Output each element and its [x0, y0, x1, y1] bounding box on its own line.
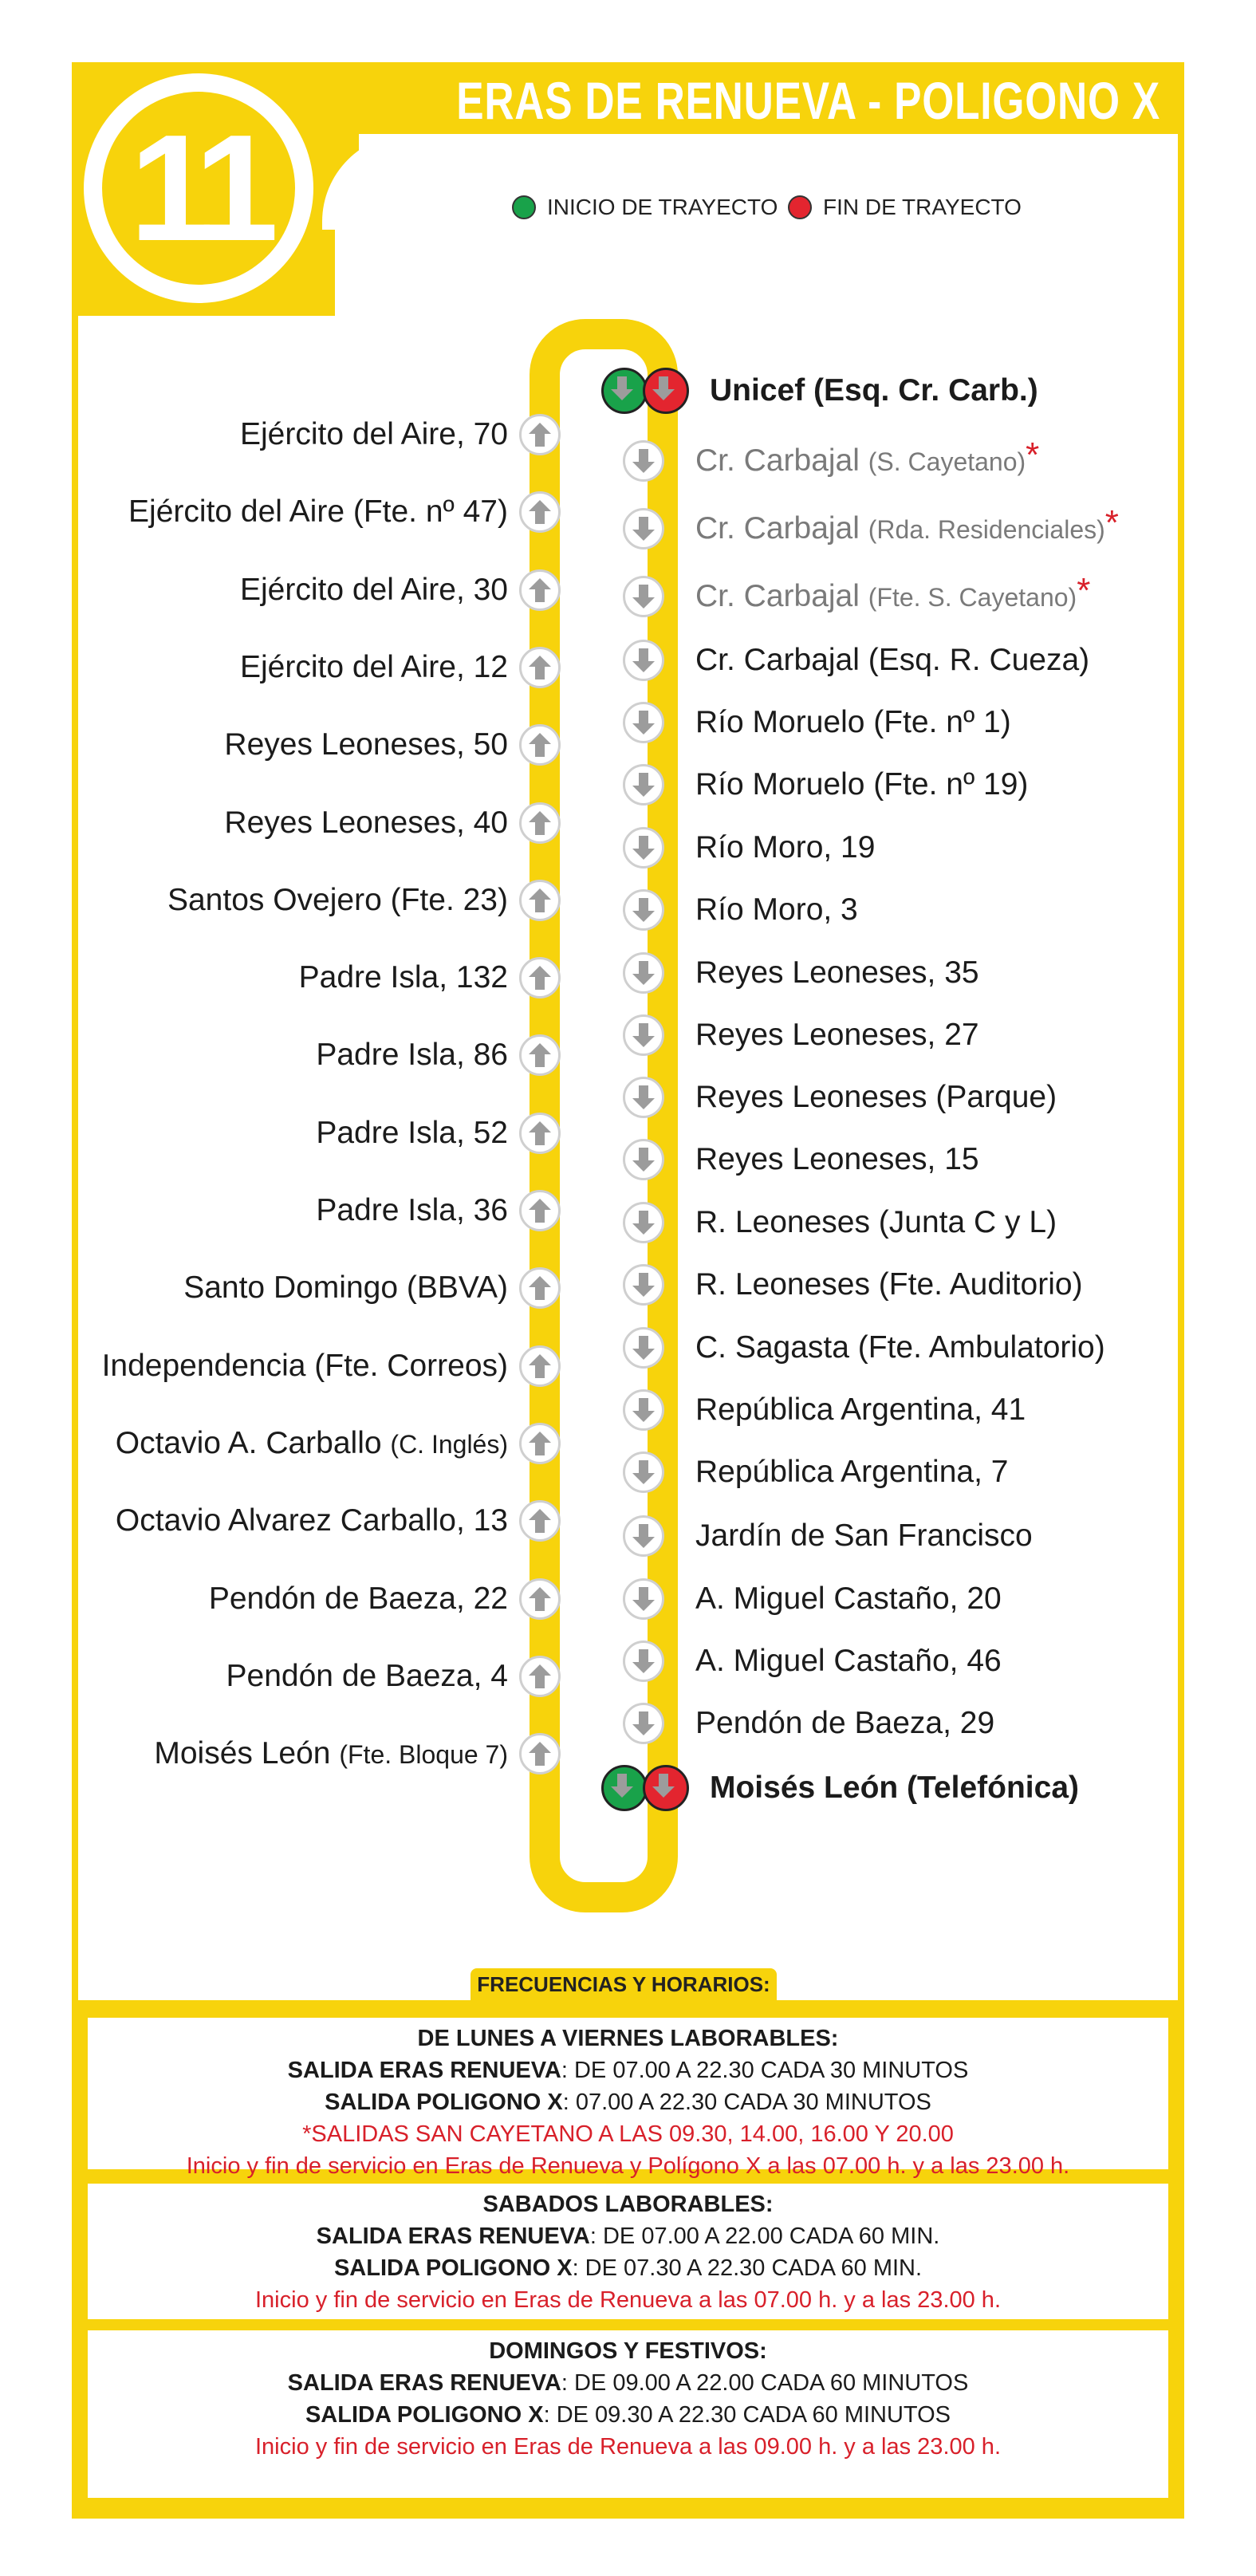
schedule-block: [88, 2184, 1168, 2319]
route-title: ERAS DE RENUEVA - POLIGONO X: [456, 71, 1161, 130]
stop-left: [316, 1113, 508, 1153]
stop-name: A. Miguel Castaño, 46: [695, 1644, 1002, 1678]
schedule-block: [88, 2018, 1168, 2179]
stop-left: [240, 570, 508, 610]
up-arrow-icon: [519, 1267, 561, 1309]
stop-right: [695, 1203, 1057, 1243]
stop-name: Río Moruelo (Fte. nº 19): [695, 767, 1029, 802]
up-arrow-icon: [519, 491, 561, 533]
schedule-line-label: SALIDA ERAS RENUEVA: [316, 2223, 590, 2249]
stop-name: Padre Isla, 86: [316, 1038, 508, 1073]
stop-right: [695, 1077, 1057, 1117]
stop-right: [695, 1641, 1002, 1681]
stop-name: Reyes Leoneses, 15: [695, 1142, 979, 1176]
stop-name: Cr. Carbajal: [695, 511, 868, 546]
stop-name: Ejército del Aire, 12: [239, 649, 508, 684]
stop-detail: (Fte. S. Cayetano): [868, 583, 1077, 612]
stop-detail: (C. Inglés): [390, 1429, 508, 1459]
stop-left: [167, 880, 508, 920]
stop-left: [183, 1268, 508, 1308]
down-arrow-icon: [623, 440, 664, 482]
schedule-block: [88, 2330, 1168, 2498]
legend-end-label: FIN DE TRAYECTO: [823, 195, 1022, 219]
stop-name: Jardín de San Francisco: [695, 1518, 1033, 1553]
down-arrow-icon: [623, 1264, 664, 1306]
schedule-line-text: : 07.00 A 22.30 CADA 30 MINUTOS: [562, 2090, 931, 2115]
stop-name: Ejército del Aire, 70: [239, 417, 508, 451]
schedule-line-label: SALIDA ERAS RENUEVA: [287, 2370, 561, 2396]
stop-right: [695, 1015, 979, 1055]
up-arrow-icon: [519, 802, 561, 844]
stop-name: Ejército del Aire, 30: [239, 572, 508, 607]
stop-right: [695, 703, 1011, 742]
stop-right: [695, 1390, 1026, 1430]
stop-right: [695, 435, 1040, 481]
stop-left: [316, 1191, 508, 1231]
stop-name: Moisés León: [154, 1736, 340, 1771]
stop-name: R. Leoneses (Fte. Auditorio): [695, 1267, 1083, 1302]
start-marker-icon: [601, 1765, 648, 1811]
up-arrow-icon: [519, 1113, 561, 1154]
up-arrow-icon: [519, 647, 561, 688]
stop-name: Reyes Leoneses, 35: [695, 955, 979, 990]
up-arrow-icon: [519, 1345, 561, 1387]
stop-name: Unicef (Esq. Cr. Carb.): [710, 373, 1038, 408]
schedule-line-label: SALIDA ERAS RENUEVA: [287, 2058, 561, 2083]
stop-left: [240, 648, 508, 687]
stop-left: [224, 725, 508, 765]
up-arrow-icon: [519, 1423, 561, 1464]
stop-name: República Argentina, 41: [695, 1392, 1026, 1427]
down-arrow-icon: [623, 640, 664, 681]
schedule-heading: DE LUNES A VIERNES LABORABLES:: [417, 2026, 839, 2051]
stop-star: *: [1077, 571, 1091, 610]
up-arrow-icon: [519, 569, 561, 611]
stop-left: [116, 1501, 508, 1541]
schedule-line-label: SALIDA POLIGONO X: [333, 2255, 573, 2281]
end-marker-icon: [643, 1765, 689, 1811]
stop-left: [116, 1424, 508, 1463]
schedule-heading: DOMINGOS Y FESTIVOS:: [489, 2338, 767, 2364]
down-arrow-icon: [623, 508, 664, 549]
up-arrow-icon: [519, 957, 561, 998]
stop-name: Río Moro, 3: [695, 892, 858, 927]
stop-name: Santo Domingo (BBVA): [183, 1270, 508, 1306]
down-arrow-icon: [623, 764, 664, 805]
stop-left: [240, 415, 508, 455]
legend-end: [788, 191, 1022, 223]
stop-right: [710, 371, 1038, 411]
schedule-line-text: *SALIDAS SAN CAYETANO A LAS 09.30, 14.00, 16.00 Y 20.00: [302, 2121, 954, 2147]
stop-name: Reyes Leoneses, 27: [695, 1018, 979, 1052]
down-arrow-icon: [623, 702, 664, 743]
stop-right: [695, 1579, 1002, 1619]
stop-detail: (Fte. Bloque 7): [339, 1740, 508, 1770]
down-arrow-icon: [623, 1202, 664, 1243]
down-arrow-icon: [623, 1578, 664, 1620]
down-arrow-icon: [623, 1703, 664, 1744]
schedule-line: [88, 2399, 1168, 2431]
schedule-line: [88, 2220, 1168, 2252]
stop-name: Santos Ovejero (Fte. 23): [167, 882, 508, 917]
up-arrow-icon: [519, 880, 561, 921]
schedule-line-label: SALIDA POLIGONO X: [305, 2402, 544, 2428]
stop-name: Octavio A. Carballo: [115, 1425, 391, 1460]
up-arrow-icon: [519, 1034, 561, 1076]
stop-left: [299, 958, 508, 998]
stop-name: Padre Isla, 132: [298, 960, 508, 995]
stop-name: Ejército del Aire (Fte. nº 47): [128, 494, 508, 530]
down-arrow-icon: [623, 1389, 664, 1431]
stop-right: [695, 828, 875, 868]
stop-left: [224, 803, 508, 843]
stop-right: [695, 1265, 1083, 1305]
stop-right: [695, 503, 1119, 549]
stop-name: Cr. Carbajal (Esq. R. Cueza): [695, 643, 1090, 677]
schedule-heading: SABADOS LABORABLES:: [482, 2192, 774, 2217]
up-arrow-icon: [519, 1578, 561, 1620]
stop-name: A. Miguel Castaño, 20: [695, 1581, 1002, 1616]
schedule-line-label: SALIDA POLIGONO X: [325, 2090, 563, 2115]
stop-name: Independencia (Fte. Correos): [101, 1348, 508, 1383]
stop-left: [226, 1656, 508, 1696]
stop-name: Reyes Leoneses, 40: [224, 805, 508, 840]
line-number: 11: [102, 92, 295, 285]
stop-right: [695, 1704, 994, 1743]
stop-right: [695, 765, 1028, 805]
down-arrow-icon: [623, 1641, 664, 1682]
stop-name: C. Sagasta (Fte. Ambulatorio): [695, 1330, 1105, 1365]
end-dot-icon: [788, 195, 812, 219]
schedule-line-text: Inicio y fin de servicio en Eras de Renueva a las 07.00 h. y a las 23.00 h.: [255, 2287, 1001, 2313]
stop-name: Octavio Alvarez Carballo, 13: [115, 1503, 508, 1538]
schedule-line-text: : DE 07.00 A 22.30 CADA 30 MINUTOS: [561, 2058, 969, 2083]
stop-name: Cr. Carbajal: [695, 443, 868, 478]
stop-name: República Argentina, 7: [695, 1455, 1009, 1489]
schedule-line-text: : DE 09.30 A 22.30 CADA 60 MINUTOS: [543, 2402, 951, 2428]
stop-star: *: [1026, 435, 1040, 475]
up-arrow-icon: [519, 1500, 561, 1542]
stop-right: [695, 1452, 1008, 1492]
stop-name: Padre Isla, 52: [316, 1115, 508, 1150]
stop-name: Cr. Carbajal: [695, 579, 868, 613]
down-arrow-icon: [623, 576, 664, 617]
schedule-line: [88, 2150, 1168, 2182]
stop-name: Pendón de Baeza, 29: [695, 1706, 995, 1740]
stop-left: [128, 492, 508, 532]
stop-name: Reyes Leoneses, 50: [224, 727, 508, 762]
up-arrow-icon: [519, 724, 561, 766]
schedule-line: [88, 2284, 1168, 2316]
stop-right: [695, 1140, 979, 1180]
stop-left: [316, 1035, 508, 1075]
stop-right: [695, 640, 1089, 680]
schedule-line-text: Inicio y fin de servicio en Eras de Renueva y Polígono X a las 07.00 h. y a las 23.00 h.: [186, 2153, 1070, 2179]
schedule-line-text: : DE 07.30 A 22.30 CADA 60 MIN.: [572, 2255, 923, 2281]
schedule-line: [88, 2054, 1168, 2086]
stop-name: R. Leoneses (Junta C y L): [695, 1205, 1057, 1239]
schedule-tag: FRECUENCIAS Y HORARIOS:: [471, 1968, 777, 2000]
stop-left: [209, 1579, 508, 1619]
stop-right: [695, 1328, 1105, 1368]
stop-left: [154, 1734, 508, 1774]
down-arrow-icon: [623, 1077, 664, 1118]
schedule-line: [88, 2252, 1168, 2284]
down-arrow-icon: [623, 1515, 664, 1557]
up-arrow-icon: [519, 1733, 561, 1774]
stop-right: [710, 1768, 1079, 1808]
stop-detail: (S. Cayetano): [868, 447, 1026, 476]
stop-right: [695, 890, 858, 930]
down-arrow-icon: [623, 1451, 664, 1493]
stop-name: Moisés León (Telefónica): [710, 1771, 1080, 1805]
stop-right: [695, 571, 1091, 616]
stop-right: [695, 953, 979, 993]
schedule-line: [88, 2431, 1168, 2463]
down-arrow-icon: [623, 1327, 664, 1369]
stop-name: Reyes Leoneses (Parque): [695, 1080, 1057, 1114]
schedule-line: [88, 2118, 1168, 2150]
stop-name: Pendón de Baeza, 22: [208, 1581, 508, 1616]
down-arrow-icon: [623, 827, 664, 869]
stop-right: [695, 1516, 1033, 1556]
start-marker-icon: [601, 368, 648, 414]
stop-star: *: [1104, 503, 1119, 542]
schedule-line-text: : DE 07.00 A 22.00 CADA 60 MIN.: [589, 2223, 940, 2249]
stop-name: Río Moruelo (Fte. nº 1): [695, 705, 1011, 739]
legend-start-label: INICIO DE TRAYECTO: [547, 195, 778, 219]
stop-name: Río Moro, 19: [695, 830, 876, 865]
stop-name: Padre Isla, 36: [316, 1193, 508, 1227]
schedule-line-text: Inicio y fin de servicio en Eras de Renueva a las 09.00 h. y a las 23.00 h.: [255, 2434, 1001, 2460]
down-arrow-icon: [623, 1139, 664, 1180]
stop-left: [102, 1346, 508, 1386]
up-arrow-icon: [519, 1656, 561, 1697]
schedule-line-text: : DE 09.00 A 22.00 CADA 60 MINUTOS: [561, 2370, 969, 2396]
stop-detail: (Rda. Residenciales): [868, 515, 1105, 544]
legend-start: [512, 191, 778, 223]
down-arrow-icon: [623, 952, 664, 994]
down-arrow-icon: [623, 1014, 664, 1056]
up-arrow-icon: [519, 1190, 561, 1231]
end-marker-icon: [643, 368, 689, 414]
down-arrow-icon: [623, 889, 664, 931]
up-arrow-icon: [519, 414, 561, 455]
schedule-line: [88, 2086, 1168, 2118]
schedule-line: [88, 2367, 1168, 2399]
start-dot-icon: [512, 195, 536, 219]
stop-name: Pendón de Baeza, 4: [226, 1658, 508, 1693]
